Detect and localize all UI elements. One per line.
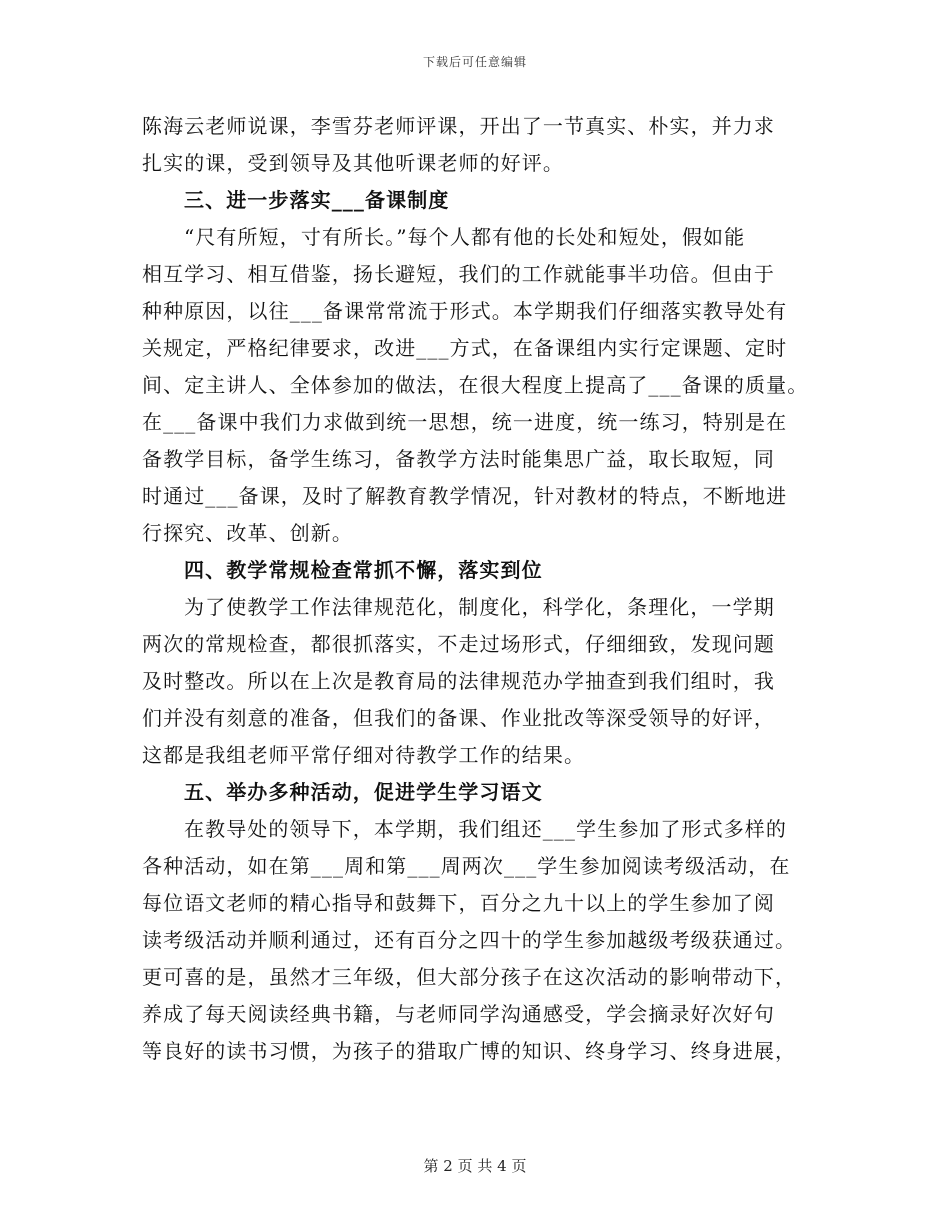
paragraph-line: 在___备课中我们力求做到统一思想，统一进度，统一练习，特别是在 (142, 410, 788, 434)
paragraph-first-line: 为了使教学工作法律规范化，制度化，科学化，条理化，一学期 (184, 595, 775, 619)
paragraph-line: 备教学目标，备学生练习，备教学方法时能集思广益，取长取短，同 (142, 447, 775, 471)
paragraph-first-line: 在教导处的领导下，本学期，我们组还___学生参加了形式多样的 (184, 817, 787, 841)
paragraph-first-line: “尺有所短，寸有所长。”每个人都有他的长处和短处，假如能 (184, 225, 746, 249)
paragraph-line: 相互学习、相互借鉴，扬长避短，我们的工作就能事半功倍。但由于 (142, 262, 775, 286)
paragraph-line: 各种活动，如在第___周和第___周两次___学生参加阅读考级活动，在 (142, 854, 791, 878)
paragraph-line: 更可喜的是，虽然才三年级，但大部分孩子在这次活动的影响带动下， (142, 965, 797, 989)
paragraph-line: 每位语文老师的精心指导和鼓舞下，百分之九十以上的学生参加了阅 (142, 891, 775, 915)
paragraph-line: 读考级活动并顺利通过，还有百分之四十的学生参加越级考级获通过。 (142, 928, 797, 952)
paragraph-line: 这都是我组老师平常仔细对待教学工作的结果。 (142, 743, 586, 767)
paragraph-line: 陈海云老师说课，李雪芬老师评课，开出了一节真实、朴实，并力求 (142, 114, 775, 138)
section-heading: 三、进一步落实___备课制度 (184, 188, 450, 212)
paragraph-line: 及时整改。所以在上次是教育局的法律规范办学抽查到我们组时，我 (142, 669, 775, 693)
section-heading: 五、举办多种活动，促进学生学习语文 (184, 780, 543, 804)
paragraph-line: 等良好的读书习惯，为孩子的猎取广博的知识、终身学习、终身进展， (142, 1039, 797, 1063)
paragraph-line: 扎实的课，受到领导及其他听课老师的好评。 (142, 151, 564, 175)
section-heading: 四、教学常规检查常抓不懈，落实到位 (184, 558, 543, 582)
document-body (142, 108, 822, 1070)
paragraph-line: 两次的常规检查，都很抓落实，不走过场形式，仔细细致，发现问题 (142, 632, 775, 656)
paragraph-line: 行探究、改革、创新。 (142, 521, 353, 545)
paragraph-line: 关规定，严格纪律要求，改进___方式，在备课组内实行定课题、定时 (142, 336, 788, 360)
paragraph-line: 们并没有刻意的准备，但我们的备课、作业批改等深受领导的好评， (142, 706, 775, 730)
page-header: 下载后可任意编辑 (422, 55, 527, 69)
paragraph-line: 养成了每天阅读经典书籍，与老师同学沟通感受，学会摘录好次好句 (142, 1002, 775, 1026)
paragraph-line: 时通过___备课，及时了解教育教学情况，针对教材的特点，不断地进 (142, 484, 788, 508)
paragraph-line: 间、定主讲人、全体参加的做法，在很大程度上提高了___备课的质量。 (142, 373, 809, 397)
page-number: 第 2 页 共 4 页 (423, 1157, 527, 1175)
paragraph-line: 种种原因，以往___备课常常流于形式。本学期我们仔细落实教导处有 (142, 299, 788, 323)
